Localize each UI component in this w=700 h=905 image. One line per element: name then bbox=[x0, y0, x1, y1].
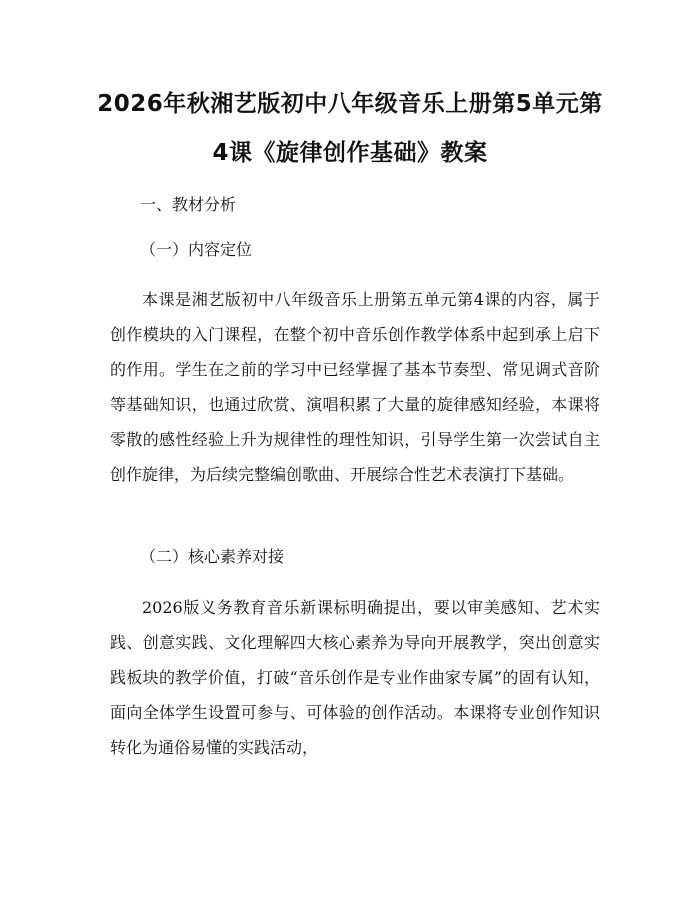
section-heading-textbook-analysis: 一、教材分析 bbox=[140, 195, 237, 214]
subsection-heading-content-positioning: （一）内容定位 bbox=[140, 240, 253, 259]
document-title: 2026年秋湘艺版初中八年级音乐上册第5单元第4课《旋律创作基础》教案 bbox=[97, 91, 603, 166]
paragraph-content-positioning: 本课是湘艺版初中八年级音乐上册第五单元第4课的内容，属于创作模块的入门课程，在整个初中音乐创作教学体系中起到承上启下的作用。学生在之前的学习中已经掌握了基本节奏型、常见调式音阶等基础知识，也通过欣赏、演唱积累了大量的旋律感知经验，本课将零散的感性经验上升为规律性的理性知识，引导学生第一次尝试自主创作旋律，为后续完整编创歌曲、开展综合性艺术表演打下基础。 bbox=[110, 290, 600, 484]
subsection-heading-core-literacy: （二）核心素养对接 bbox=[140, 547, 285, 566]
paragraph-core-literacy: 2026版义务教育音乐新课标明确提出，要以审美感知、艺术实践、创意实践、文化理解四大核心素养为导向开展教学，突出创意实践板块的教学价值，打破“音乐创作是专业作曲家专属”的固有认知，面向全体学生设置可参与、可体验的创作活动。本课将专业创作知识转化为通俗易懂的实践活动， bbox=[110, 598, 600, 757]
